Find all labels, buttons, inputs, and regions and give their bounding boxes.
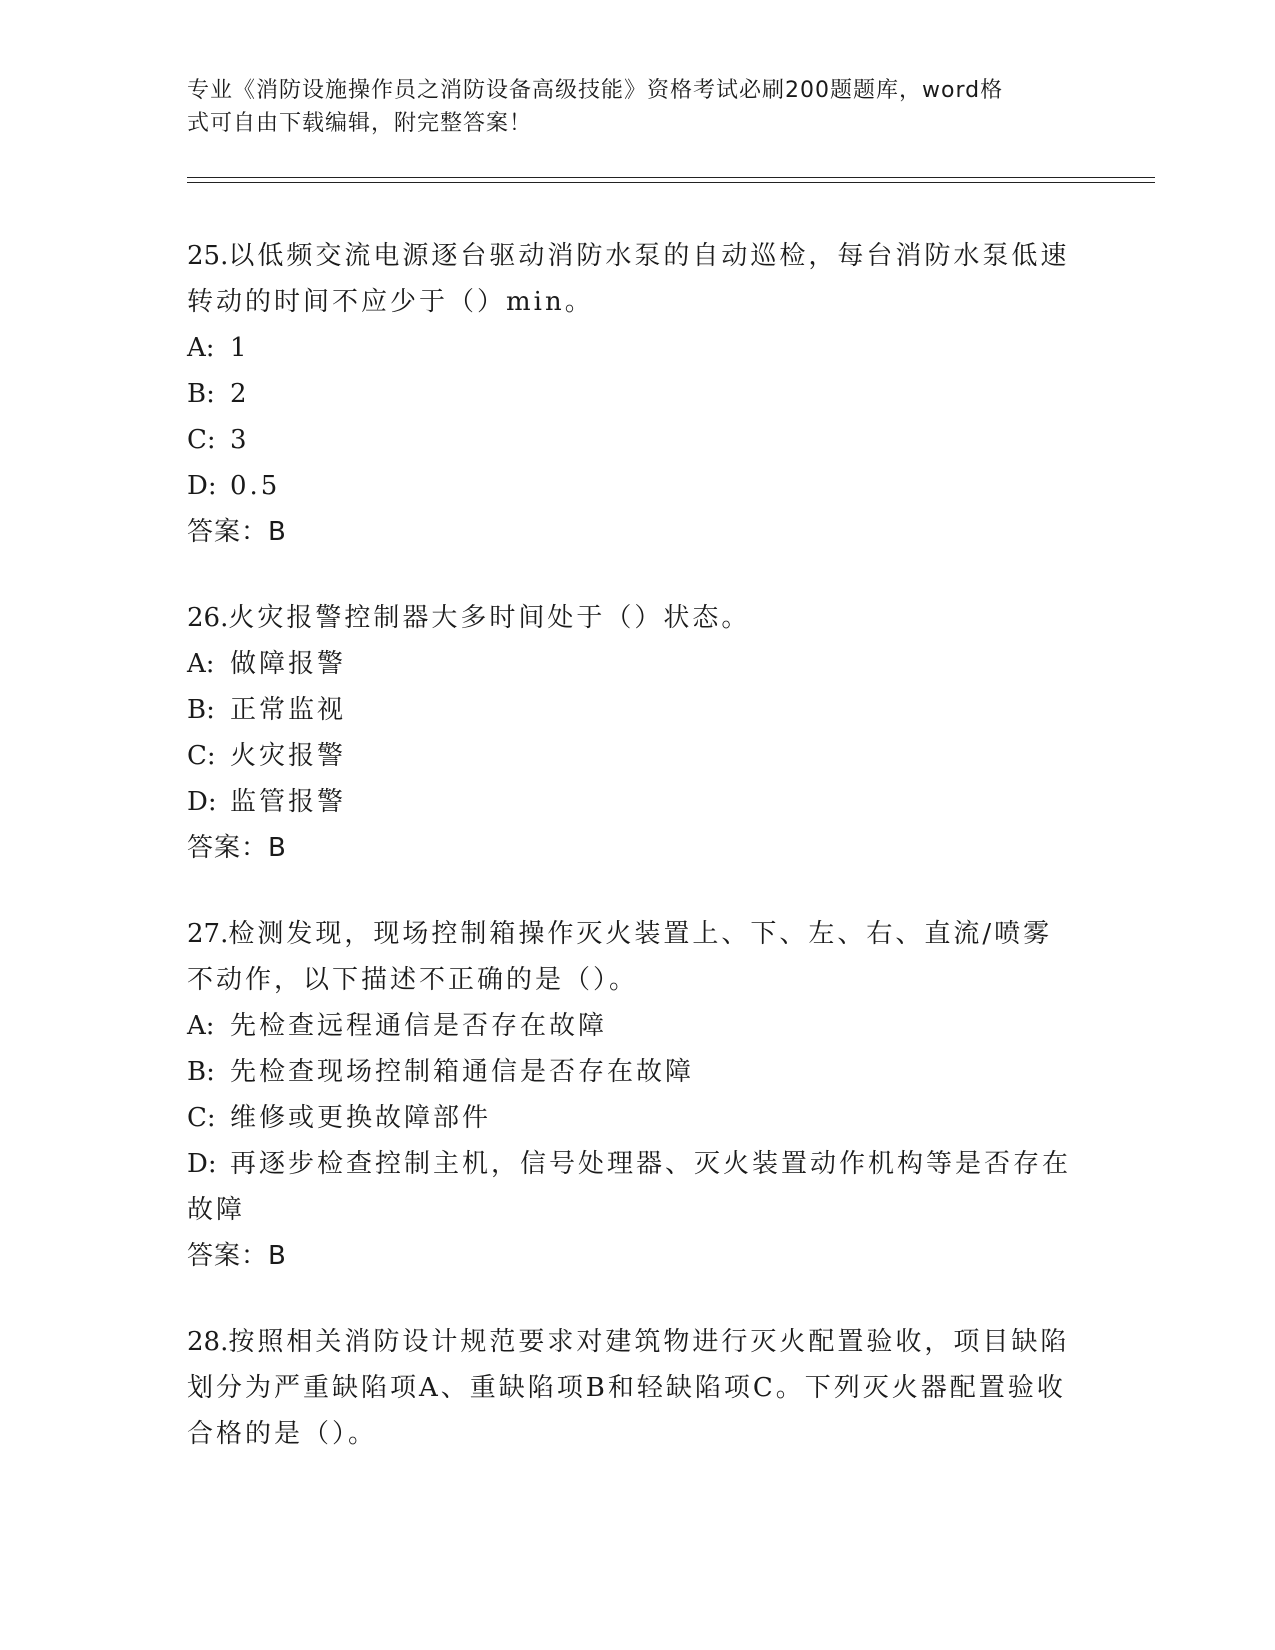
header-text: 题题库，	[830, 78, 923, 103]
question-stem	[187, 1365, 1077, 1411]
option-d	[187, 463, 1077, 509]
question-number: 25.	[187, 241, 229, 271]
option-key: D:	[187, 1149, 217, 1179]
option-text: 做障报警	[230, 649, 347, 679]
option-text: 火灾报警	[230, 741, 347, 771]
header-format: word	[922, 78, 981, 103]
header-line-2: 式可自由下载编辑，附完整答案！	[187, 111, 533, 136]
header-count: 200	[785, 78, 831, 103]
option-text: 3	[230, 425, 250, 455]
answer-label: 答案：	[187, 1241, 269, 1271]
option-text: 监管报警	[230, 787, 347, 817]
question-stem	[187, 957, 1077, 1003]
option-text: 故障	[187, 1195, 246, 1225]
option-b	[187, 687, 1077, 733]
answer-line	[187, 1233, 1077, 1279]
stem-line: 检测发现，现场控制箱操作灭火装置上、下、左、右、直流/喷雾	[228, 919, 1053, 949]
answer-label: 答案：	[187, 833, 269, 863]
question-28	[187, 1319, 1077, 1457]
answer-label: 答案：	[187, 517, 269, 547]
option-key: C:	[187, 1103, 216, 1133]
question-number: 28.	[187, 1327, 229, 1357]
option-d	[187, 779, 1077, 825]
option-text: 1	[230, 333, 250, 363]
stem-line: 以低频交流电源逐台驱动消防水泵的自动巡检，每台消防水泵低速	[228, 241, 1070, 271]
option-d-continuation	[187, 1187, 1077, 1233]
option-key: B:	[187, 379, 215, 409]
option-text: 先检查现场控制箱通信是否存在故障	[230, 1057, 695, 1087]
option-c	[187, 733, 1077, 779]
option-key: D:	[187, 471, 217, 501]
option-text: 先检查远程通信是否存在故障	[230, 1011, 608, 1041]
stem-line: 转动的时间不应少于（）min。	[187, 287, 594, 317]
question-number: 27.	[187, 919, 229, 949]
question-25	[187, 233, 1077, 555]
option-text: 正常监视	[230, 695, 347, 725]
option-a	[187, 1003, 1077, 1049]
option-key: B:	[187, 695, 215, 725]
header-divider	[187, 182, 1155, 183]
option-c	[187, 1095, 1077, 1141]
option-key: A:	[187, 649, 215, 679]
option-key: C:	[187, 741, 216, 771]
header-text: 专业《消防设施操作员之消防设备高级技能》资格考试必刷	[187, 78, 786, 103]
answer-value: B	[268, 517, 287, 547]
option-key: D:	[187, 787, 217, 817]
stem-line: 合格的是（）。	[187, 1419, 378, 1449]
option-a	[187, 641, 1077, 687]
question-27	[187, 911, 1077, 1279]
stem-line: 划分为严重缺陷项A、重缺陷项B和轻缺陷项C。下列灭火器配置验收	[187, 1373, 1066, 1403]
answer-value: B	[268, 833, 287, 863]
option-key: C:	[187, 425, 216, 455]
option-key: B:	[187, 1057, 215, 1087]
question-stem	[187, 911, 1077, 957]
option-key: A:	[187, 333, 215, 363]
header-divider	[187, 177, 1155, 178]
question-list	[187, 233, 1077, 1497]
option-b	[187, 1049, 1077, 1095]
question-stem	[187, 595, 1077, 641]
answer-line	[187, 825, 1077, 871]
stem-line: 火灾报警控制器大多时间处于（）状态。	[228, 603, 751, 633]
question-26	[187, 595, 1077, 871]
option-key: A:	[187, 1011, 215, 1041]
option-text: 0.5	[230, 471, 281, 501]
option-b	[187, 371, 1077, 417]
stem-line: 按照相关消防设计规范要求对建筑物进行灭火配置验收，项目缺陷	[228, 1327, 1070, 1357]
question-stem	[187, 279, 1077, 325]
option-text: 再逐步检查控制主机，信号处理器、灭火装置动作机构等是否存在	[230, 1149, 1072, 1179]
option-d	[187, 1141, 1077, 1187]
header-text: 格	[980, 78, 1004, 103]
document-header	[187, 74, 1077, 140]
stem-line: 不动作，以下描述不正确的是（）。	[187, 965, 639, 995]
question-number: 26.	[187, 603, 229, 633]
answer-line	[187, 509, 1077, 555]
option-text: 维修或更换故障部件	[230, 1103, 492, 1133]
question-stem	[187, 1411, 1077, 1457]
answer-value: B	[268, 1241, 287, 1271]
question-stem	[187, 1319, 1077, 1365]
header-line-1	[187, 74, 1077, 107]
option-c	[187, 417, 1077, 463]
option-text: 2	[230, 379, 250, 409]
question-stem	[187, 233, 1077, 279]
option-a	[187, 325, 1077, 371]
